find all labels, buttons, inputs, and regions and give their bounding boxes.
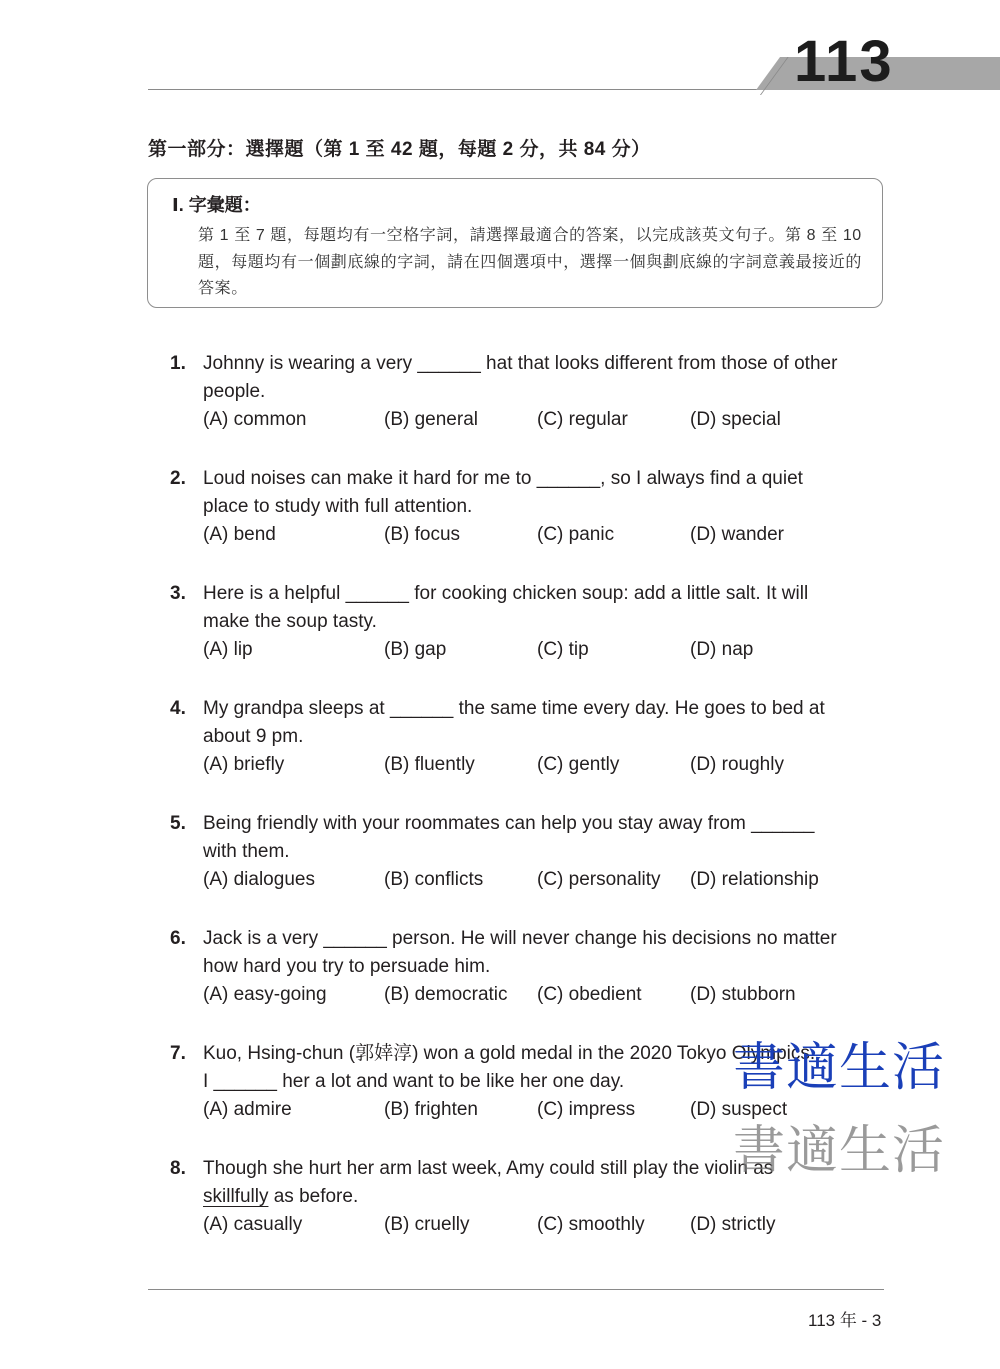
section-title: 第一部分：選擇題（第 1 至 42 題，每題 2 分，共 84 分） xyxy=(148,139,651,160)
footer-rule xyxy=(148,1289,884,1290)
option-b[interactable]: (B) frighten xyxy=(384,1099,478,1120)
answer-options xyxy=(203,521,893,549)
option-c[interactable]: (C) gently xyxy=(537,754,620,775)
question-number: 3. xyxy=(170,583,186,604)
question-number: 8. xyxy=(170,1158,186,1179)
question-stem: Being friendly with your roommates can help you stay away from ______ with them. xyxy=(203,813,815,862)
option-b[interactable]: (B) general xyxy=(384,409,478,430)
question-stem: Jack is a very ______ person. He will never change his decisions no matter how hard you try to persuade him. xyxy=(203,928,837,977)
watermark-blue: 書適生活 xyxy=(733,1038,946,1098)
instruction-text: 第 1 至 7 題，每題均有一空格字詞，請選擇最適合的答案，以完成該英文句子。第 8 至 10 題，每題均有一個劃底線的字詞，請在四個選項中，選擇一個與劃底線的字詞意義最接近的答案。 xyxy=(198,227,863,297)
question-6 xyxy=(170,925,890,1040)
question-number: 7. xyxy=(170,1043,186,1064)
year-number: 113 xyxy=(794,29,894,94)
instruction-box xyxy=(147,178,883,308)
question-2 xyxy=(170,465,890,580)
option-b[interactable]: (B) democratic xyxy=(384,984,508,1005)
option-c[interactable]: (C) obedient xyxy=(537,984,642,1005)
option-d[interactable]: (D) nap xyxy=(690,639,754,660)
stem-text: as before. xyxy=(268,1186,359,1207)
question-stem: My grandpa sleeps at ______ the same time every day. He goes to bed at about 9 pm. xyxy=(203,698,825,747)
watermark-gray: 書適生活 xyxy=(733,1121,946,1181)
option-d[interactable]: (D) wander xyxy=(690,524,784,545)
answer-options xyxy=(203,406,893,434)
option-d[interactable]: (D) special xyxy=(690,409,781,430)
option-b[interactable]: (B) fluently xyxy=(384,754,475,775)
option-a[interactable]: (A) briefly xyxy=(203,754,285,775)
option-c[interactable]: (C) personality xyxy=(537,869,661,890)
question-1 xyxy=(170,350,890,465)
question-4 xyxy=(170,695,890,810)
option-a[interactable]: (A) easy-going xyxy=(203,984,327,1005)
option-d[interactable]: (D) stubborn xyxy=(690,984,796,1005)
option-d[interactable]: (D) relationship xyxy=(690,869,819,890)
question-stem: Johnny is wearing a very ______ hat that looks different from those of other people. xyxy=(203,353,838,402)
option-d[interactable]: (D) strictly xyxy=(690,1214,776,1235)
question-number: 2. xyxy=(170,468,186,489)
option-c[interactable]: (C) smoothly xyxy=(537,1214,645,1235)
option-a[interactable]: (A) admire xyxy=(203,1099,292,1120)
underlined-word: skillfully xyxy=(203,1186,269,1207)
instruction-heading: Ⅰ. 字彙題： xyxy=(172,195,261,215)
question-number: 4. xyxy=(170,698,186,719)
question-stem: Loud noises can make it hard for me to ______, so I always find a quiet place to study with full attention. xyxy=(203,468,803,517)
question-3 xyxy=(170,580,890,695)
header-rule xyxy=(148,89,760,90)
answer-options xyxy=(203,636,893,664)
option-a[interactable]: (A) casually xyxy=(203,1214,303,1235)
question-stem: Kuo, Hsing-chun (郭婞淳) won a gold medal in the 2020 Tokyo Olympics. I ______ her a lot and want to be like her one day. xyxy=(203,1043,816,1092)
question-number: 1. xyxy=(170,353,186,374)
option-c[interactable]: (C) regular xyxy=(537,409,628,430)
option-a[interactable]: (A) lip xyxy=(203,639,253,660)
option-c[interactable]: (C) impress xyxy=(537,1099,636,1120)
question-number: 6. xyxy=(170,928,186,949)
option-d[interactable]: (D) roughly xyxy=(690,754,784,775)
question-stem: Here is a helpful ______ for cooking chicken soup: add a little salt. It will make the soup tasty. xyxy=(203,583,809,632)
option-b[interactable]: (B) conflicts xyxy=(384,869,484,890)
answer-options xyxy=(203,751,893,779)
question-number: 5. xyxy=(170,813,186,834)
option-a[interactable]: (A) bend xyxy=(203,524,276,545)
answer-options xyxy=(203,981,893,1009)
option-a[interactable]: (A) common xyxy=(203,409,307,430)
option-d[interactable]: (D) suspect xyxy=(690,1099,788,1120)
option-a[interactable]: (A) dialogues xyxy=(203,869,315,890)
page-number: 113 年 - 3 xyxy=(808,1311,882,1330)
option-c[interactable]: (C) panic xyxy=(537,524,615,545)
option-c[interactable]: (C) tip xyxy=(537,639,589,660)
answer-options xyxy=(203,866,893,894)
question-5 xyxy=(170,810,890,925)
stem-text: Though she hurt her arm last week, Amy could still play the violin as xyxy=(203,1158,774,1179)
answer-options xyxy=(203,1211,893,1239)
option-b[interactable]: (B) gap xyxy=(384,639,447,660)
option-b[interactable]: (B) cruelly xyxy=(384,1214,470,1235)
option-b[interactable]: (B) focus xyxy=(384,524,461,545)
